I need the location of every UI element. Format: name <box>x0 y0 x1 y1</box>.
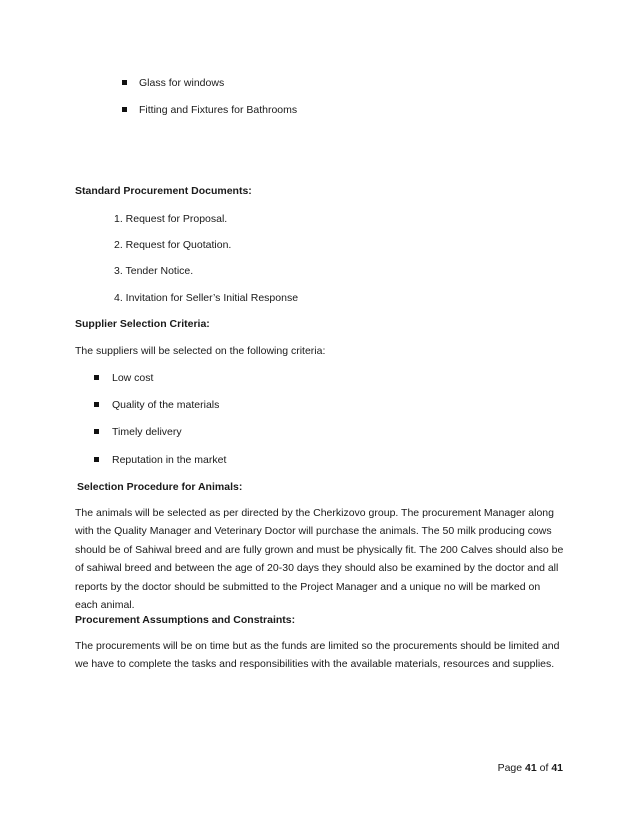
criteria-item-reputation: Reputation in the market <box>112 454 227 466</box>
doc-item-2: 2. Request for Quotation. <box>114 239 232 251</box>
criteria-item-quality: Quality of the materials <box>112 399 220 411</box>
footer-page-label: Page <box>497 762 523 774</box>
footer-of-label: of <box>539 762 549 774</box>
page-footer <box>498 762 563 774</box>
bullet-icon <box>94 457 99 462</box>
footer-total-pages: 41 <box>551 762 563 774</box>
animals-heading: Selection Procedure for Animals: <box>77 481 243 493</box>
supplier-intro: The suppliers will be selected on the following criteria: <box>75 345 326 357</box>
footer-current-page: 41 <box>525 762 537 774</box>
list-item-glass: Glass for windows <box>139 77 225 89</box>
doc-item-1: 1. Request for Proposal. <box>114 213 228 225</box>
bullet-icon <box>94 402 99 407</box>
bullet-icon <box>122 80 127 85</box>
bullet-icon <box>94 375 99 380</box>
doc-item-3: 3. Tender Notice. <box>114 265 194 277</box>
bullet-icon <box>122 107 127 112</box>
animals-paragraph: The animals will be selected as per directed by the Cherkizovo group. The procurement Manager along with the Quality Manager and Veterinary Doctor will purchase the animals. The 50 milk producing cows should be of Sahiwal breed and are fully grown and must be physically fit. The 200 Calves should also be of sahiwal breed and between the age of 20-30 days they should also be examined by the doctor and all reports by the doctor should be submitted to the Project Manager and a unique no will be marked on each animal. <box>75 507 564 612</box>
criteria-item-cost: Low cost <box>112 372 154 384</box>
supplier-heading: Supplier Selection Criteria: <box>75 318 210 330</box>
standard-docs-heading: Standard Procurement Documents: <box>75 185 252 197</box>
bullet-icon <box>94 429 99 434</box>
assumptions-heading: Procurement Assumptions and Constraints: <box>75 614 296 626</box>
criteria-item-delivery: Timely delivery <box>112 426 182 438</box>
list-item-fittings: Fitting and Fixtures for Bathrooms <box>139 104 298 116</box>
doc-item-4: 4. Invitation for Seller’s Initial Response <box>114 292 299 304</box>
assumptions-paragraph: The procurements will be on time but as the funds are limited so the procurements should be limited and we have to complete the tasks and responsibilities with the available materials, resources and supplies. <box>75 640 560 671</box>
